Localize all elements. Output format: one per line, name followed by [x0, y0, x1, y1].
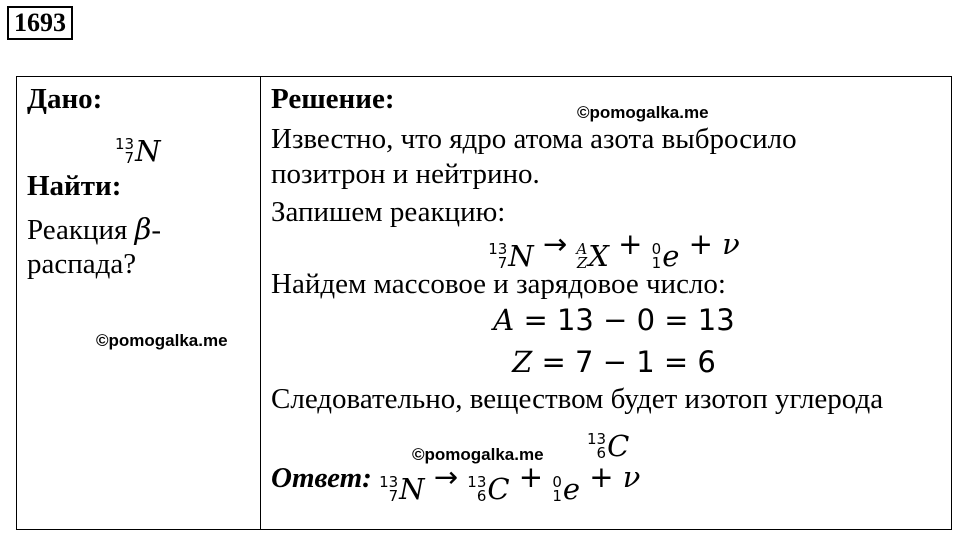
- find-line-2: распада?: [27, 248, 137, 280]
- carbon-isotope: 13 6 C: [587, 429, 630, 463]
- given-nucleus: 13 7 N: [115, 134, 161, 168]
- solution-text-3: Запишем реакцию:: [271, 196, 506, 228]
- reaction-equation: 13 7 N → A Z X + 0 1 e + ν: [488, 227, 740, 273]
- watermark-bottom: ©pomogalka.me: [412, 445, 544, 464]
- problem-number: 1693: [7, 6, 73, 40]
- watermark-top: ©pomogalka.me: [577, 103, 709, 122]
- given-title: Дано:: [27, 83, 103, 115]
- find-title: Найти:: [27, 170, 122, 202]
- solution-text-2: позитрон и нейтрино.: [271, 158, 540, 190]
- solution-text-5: Следовательно, веществом будет изотоп углерода: [271, 383, 884, 415]
- solution-text-4: Найдем массовое и зарядовое число:: [271, 268, 726, 300]
- find-line-1: Реакция β-: [27, 212, 161, 246]
- watermark-left: ©pomogalka.me: [96, 331, 228, 350]
- column-divider: [260, 77, 261, 529]
- solution-text-1: Известно, что ядро атома азота выбросило: [271, 123, 797, 155]
- answer-label: Ответ:: [271, 462, 372, 494]
- solution-title: Решение:: [271, 83, 395, 115]
- answer-line: Ответ: 13 7 N → 13 6 C + 0 1 e + ν: [271, 460, 641, 506]
- equation-z: Z = 7 − 1 = 6: [512, 345, 716, 379]
- equation-a: A = 13 − 0 = 13: [493, 303, 735, 337]
- solution-table: [16, 76, 952, 530]
